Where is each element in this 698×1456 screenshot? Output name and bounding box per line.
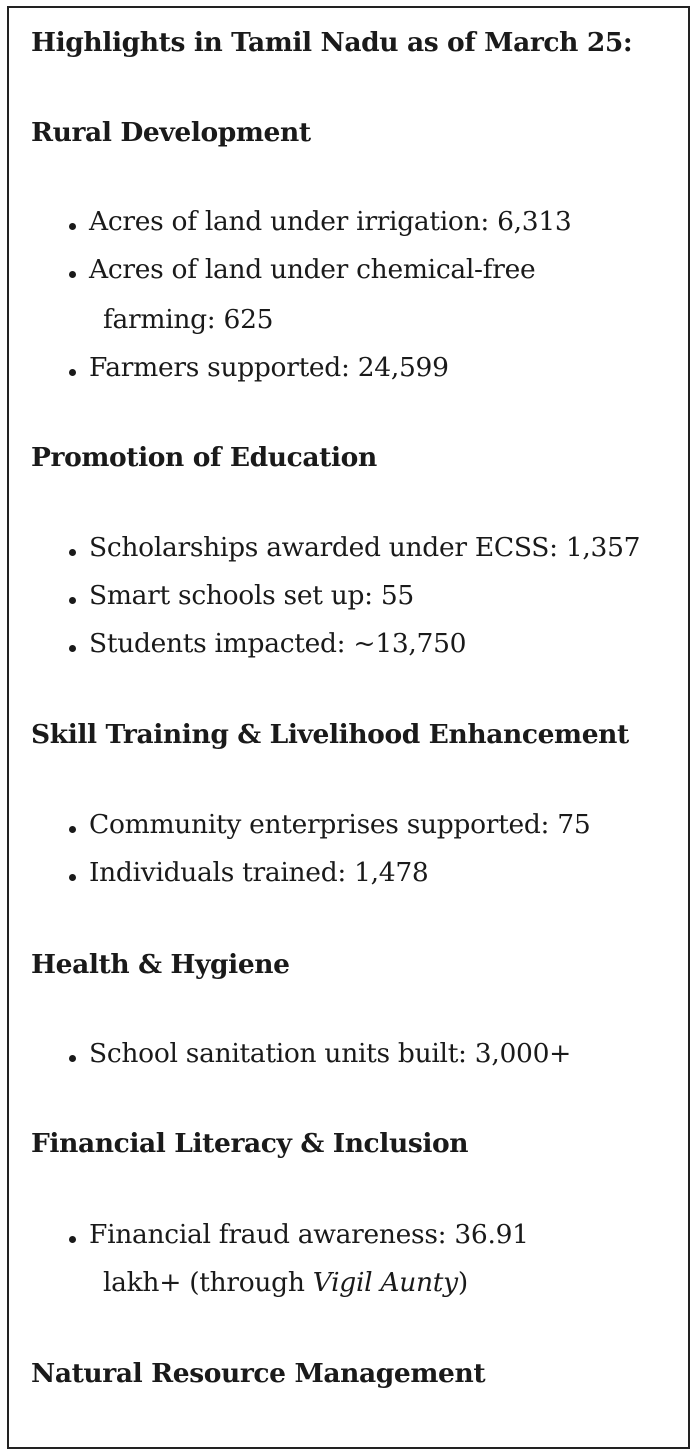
list-item: Smart schools set up: 55 <box>89 580 414 611</box>
list-item: Community enterprises supported: 75 <box>89 809 591 840</box>
bullet-dot <box>66 1233 78 1245</box>
section-heading-rural-development: Rural Development <box>31 117 311 148</box>
bullet-dot <box>66 1052 78 1064</box>
bullet-dot <box>66 871 78 883</box>
page-title: Highlights in Tamil Nadu as of March 25: <box>31 27 633 58</box>
list-item-continuation <box>103 1267 468 1298</box>
section-heading-natural-resource-management: Natural Resource Management <box>31 1358 486 1389</box>
continuation-prefix: lakh+ (through <box>103 1267 313 1298</box>
list-item: Students impacted: ~13,750 <box>89 628 467 659</box>
vigil-aunty-emphasis: Vigil Aunty <box>312 1267 458 1298</box>
list-item: Scholarships awarded under ECSS: 1,357 <box>89 532 641 563</box>
section-heading-skill-training: Skill Training & Livelihood Enhancement <box>31 719 629 750</box>
list-item: Financial fraud awareness: 36.91 <box>89 1219 529 1250</box>
list-item: Acres of land under chemical-free <box>89 254 536 285</box>
list-item: Individuals trained: 1,478 <box>89 857 429 888</box>
bullet-dot <box>66 823 78 835</box>
section-heading-health-hygiene: Health & Hygiene <box>31 949 290 980</box>
bullet-dot <box>66 268 78 280</box>
section-heading-promotion-of-education: Promotion of Education <box>31 442 377 473</box>
list-item: School sanitation units built: 3,000+ <box>89 1038 572 1069</box>
bullet-dot <box>66 594 78 606</box>
bullet-dot <box>66 366 78 378</box>
bullet-dot <box>66 546 78 558</box>
list-item-continuation: farming: 625 <box>103 304 274 335</box>
bullet-dot <box>66 220 78 232</box>
list-item: Farmers supported: 24,599 <box>89 352 449 383</box>
list-item: Acres of land under irrigation: 6,313 <box>89 206 572 237</box>
continuation-suffix: ) <box>457 1267 468 1298</box>
section-heading-financial-literacy: Financial Literacy & Inclusion <box>31 1128 469 1159</box>
bullet-dot <box>66 642 78 654</box>
